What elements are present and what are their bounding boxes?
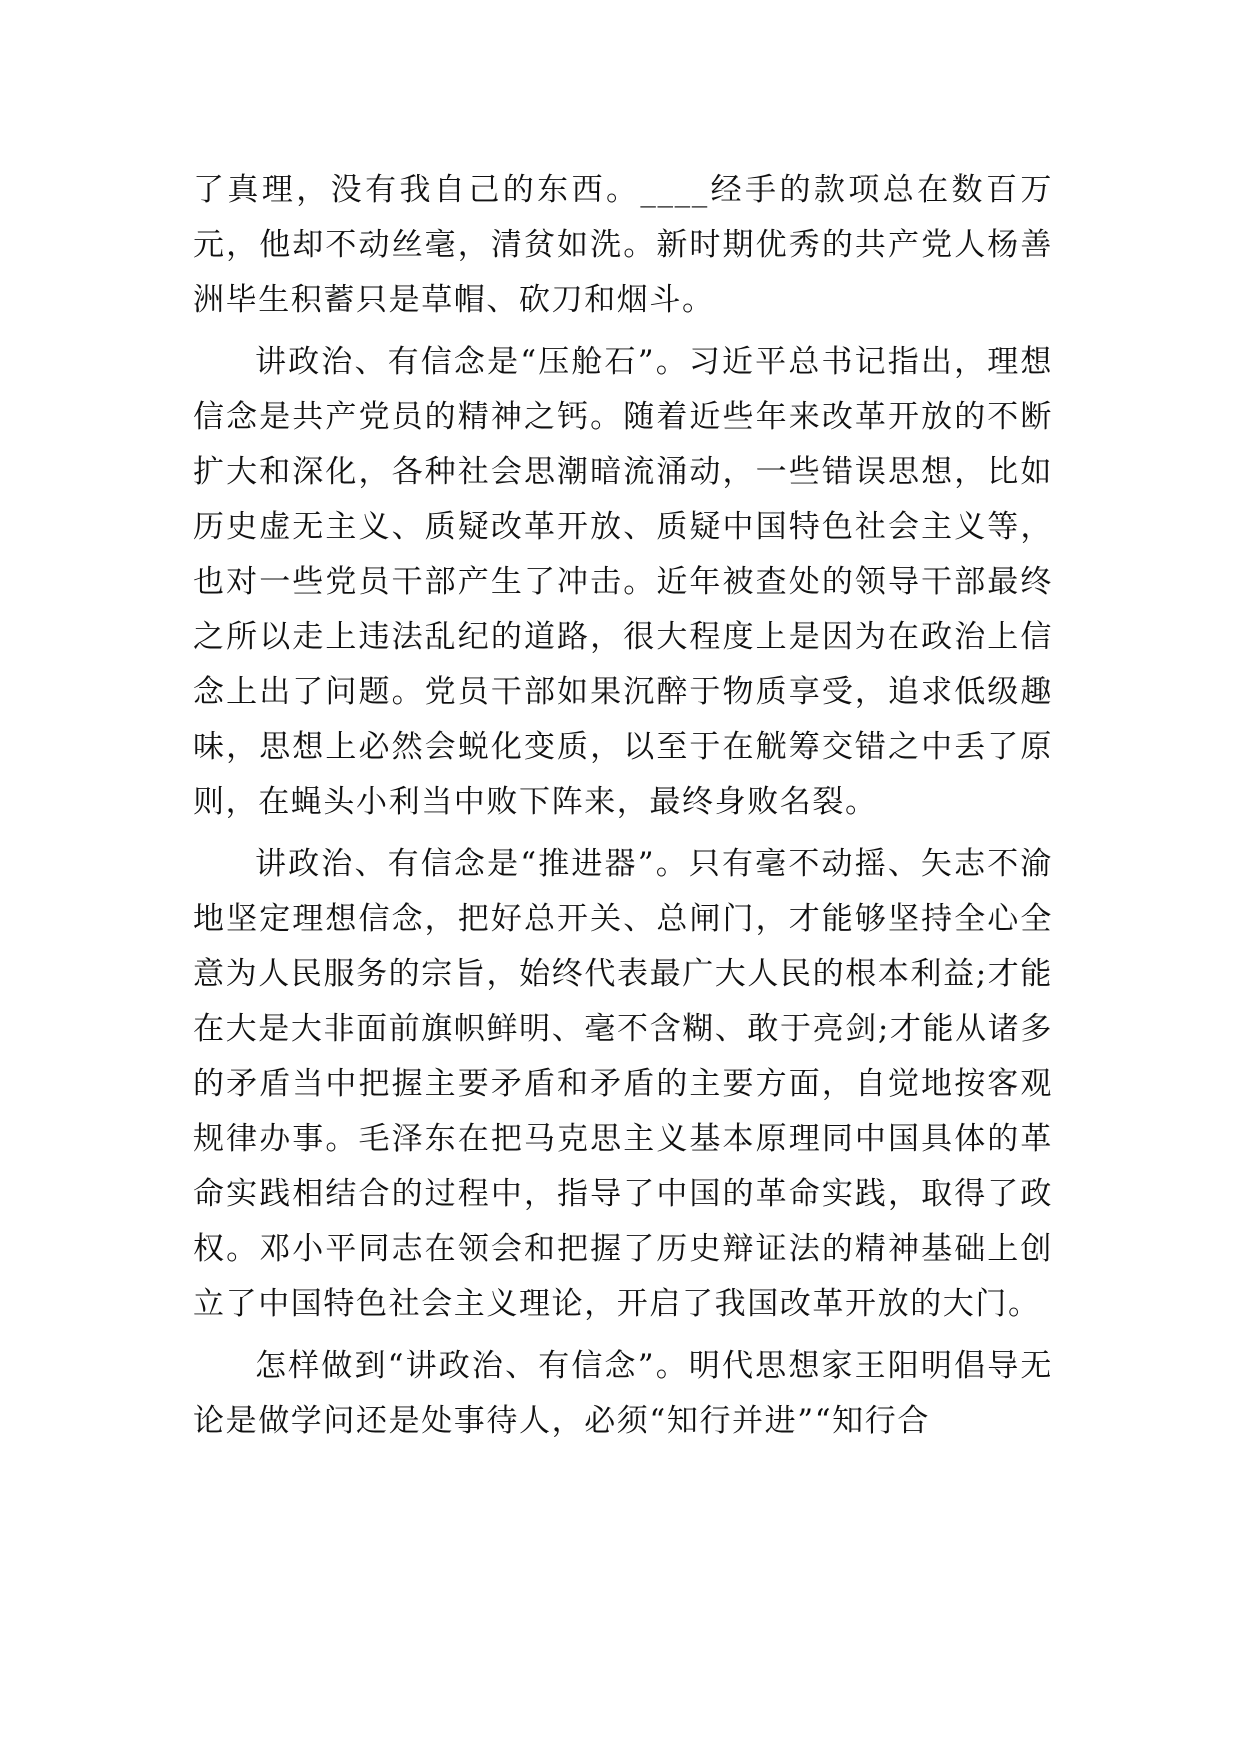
document-body [193, 163, 1053, 1456]
paragraph-propeller: 讲政治、有信念是“推进器”。只有毫不动摇、矢志不渝地坚定理想信念，把好总开关、总闸门，才能够坚持全心全意为人民服务的宗旨，始终代表最广大人民的根本利益;才能在大是大非面前旗帜鲜明、毫不含糊、敢于亮剑;才能从诸多的矛盾当中把握主要矛盾和矛盾的主要方面，自觉地按客观规律办事。毛泽东在把马克思主义基本原理同中国具体的革命实践相结合的过程中，指导了中国的革命实践，取得了政权。邓小平同志在领会和把握了历史辩证法的精神基础上创立了中国特色社会主义理论，开启了我国改革开放的大门。 [193, 846, 1053, 1322]
paragraph-how-to: 怎样做到“讲政治、有信念”。明代思想家王阳明倡导无论是做学问还是处事待人，必须“知行并进”“知行合 [193, 1348, 1053, 1439]
paragraph-continuation: 了真理，没有我自己的东西。____经手的款项总在数百万元，他却不动丝毫，清贫如洗。新时期优秀的共产党人杨善洲毕生积蓄只是草帽、砍刀和烟斗。 [193, 172, 1053, 318]
paragraph-ballast-stone: 讲政治、有信念是“压舱石”。习近平总书记指出，理想信念是共产党员的精神之钙。随着近些年来改革开放的不断扩大和深化，各种社会思潮暗流涌动，一些错误思想，比如历史虚无主义、质疑改革开放、质疑中国特色社会主义等，也对一些党员干部产生了冲击。近年被查处的领导干部最终之所以走上违法乱纪的道路，很大程度上是因为在政治上信念上出了问题。党员干部如果沉醉于物质享受，追求低级趣味，思想上必然会蜕化变质，以至于在觥筹交错之中丢了原则，在蝇头小利当中败下阵来，最终身败名裂。 [193, 344, 1053, 820]
